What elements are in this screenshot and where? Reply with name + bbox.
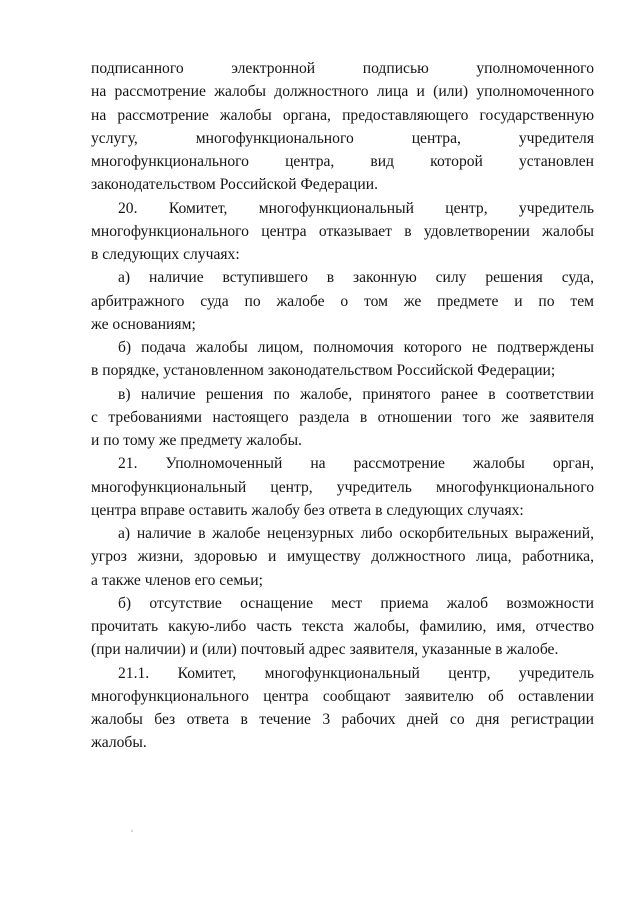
paragraph-21-item-a — [91, 522, 594, 592]
text-line: жалобы. — [91, 734, 147, 752]
paragraph-20-item-v — [91, 383, 594, 453]
text-line: в порядке, установленном законодательством Российской Федерации; — [91, 362, 556, 380]
text-line: а) наличие в жалобе нецензурных либо оскорбительных выражений, — [118, 525, 594, 542]
paragraph-20 — [91, 197, 594, 267]
document-body — [91, 57, 594, 755]
text-line: многофункционального центра, вид которой установлен — [91, 153, 594, 170]
text-line: в следующих случаях: — [91, 246, 240, 263]
text-line: услугу, многофункционального центра, учредителя — [91, 129, 594, 147]
text-line: 21.1. Комитет, многофункциональный центр, учредитель — [118, 664, 594, 682]
text-line: с требованиями настоящего раздела в отношении того же заявителя — [91, 408, 594, 426]
scan-speck — [131, 830, 133, 832]
text-line: многофункционального центра отказывает в удовлетворении жалобы — [91, 222, 594, 240]
text-line: б) подача жалобы лицом, полномочия которого не подтверждены — [118, 339, 594, 356]
text-line: арбитражного суда по жалобе о том же предмете и по тем — [91, 292, 594, 310]
text-line: многофункционального центра сообщают заявителю об оставлении — [91, 687, 594, 705]
text-line: и по тому же предмету жалобы. — [91, 432, 302, 449]
paragraph-20-item-b — [91, 336, 594, 383]
text-line: на рассмотрение жалобы органа, предоставляющего государственную — [91, 106, 594, 124]
text-line: 21. Уполномоченный на рассмотрение жалобы орган, — [118, 455, 594, 473]
text-line: на рассмотрение жалобы должностного лица и (или) уполномоченного — [91, 83, 594, 101]
text-line: 20. Комитет, многофункциональный центр, учредитель — [118, 199, 594, 217]
text-line: а также членов его семьи; — [91, 571, 263, 589]
text-line: жалобы без ответа в течение 3 рабочих дней со дня регистрации — [91, 711, 594, 728]
paragraph-21-item-b — [91, 592, 594, 662]
text-line: же основаниям; — [91, 315, 196, 333]
paragraph-continuation — [91, 57, 594, 197]
text-line: а) наличие вступившего в законную силу решения суда, — [118, 269, 594, 287]
paragraph-21-1 — [91, 662, 594, 755]
paragraph-20-item-a — [91, 266, 594, 336]
text-line: б) отсутствие оснащение мест приема жалоб возможности — [118, 594, 594, 612]
text-line: (при наличии) и (или) почтовый адрес заявителя, указанные в жалобе. — [91, 641, 559, 659]
text-line: прочитать какую-либо часть текста жалобы, фамилию, имя, отчество — [91, 618, 594, 635]
text-line: центра вправе оставить жалобу без ответа в следующих случаях: — [91, 501, 524, 519]
text-line: в) наличие решения по жалобе, принятого ранее в соответствии — [118, 385, 594, 403]
text-line: многофункциональный центр, учредитель многофункционального — [91, 478, 594, 496]
text-line: подписанного электронной подписью уполномоченного — [91, 60, 594, 77]
text-line: законодательством Российской Федерации. — [91, 176, 378, 194]
text-line: угроз жизни, здоровью и имуществу должностного лица, работника, — [91, 548, 594, 566]
paragraph-21 — [91, 452, 594, 522]
